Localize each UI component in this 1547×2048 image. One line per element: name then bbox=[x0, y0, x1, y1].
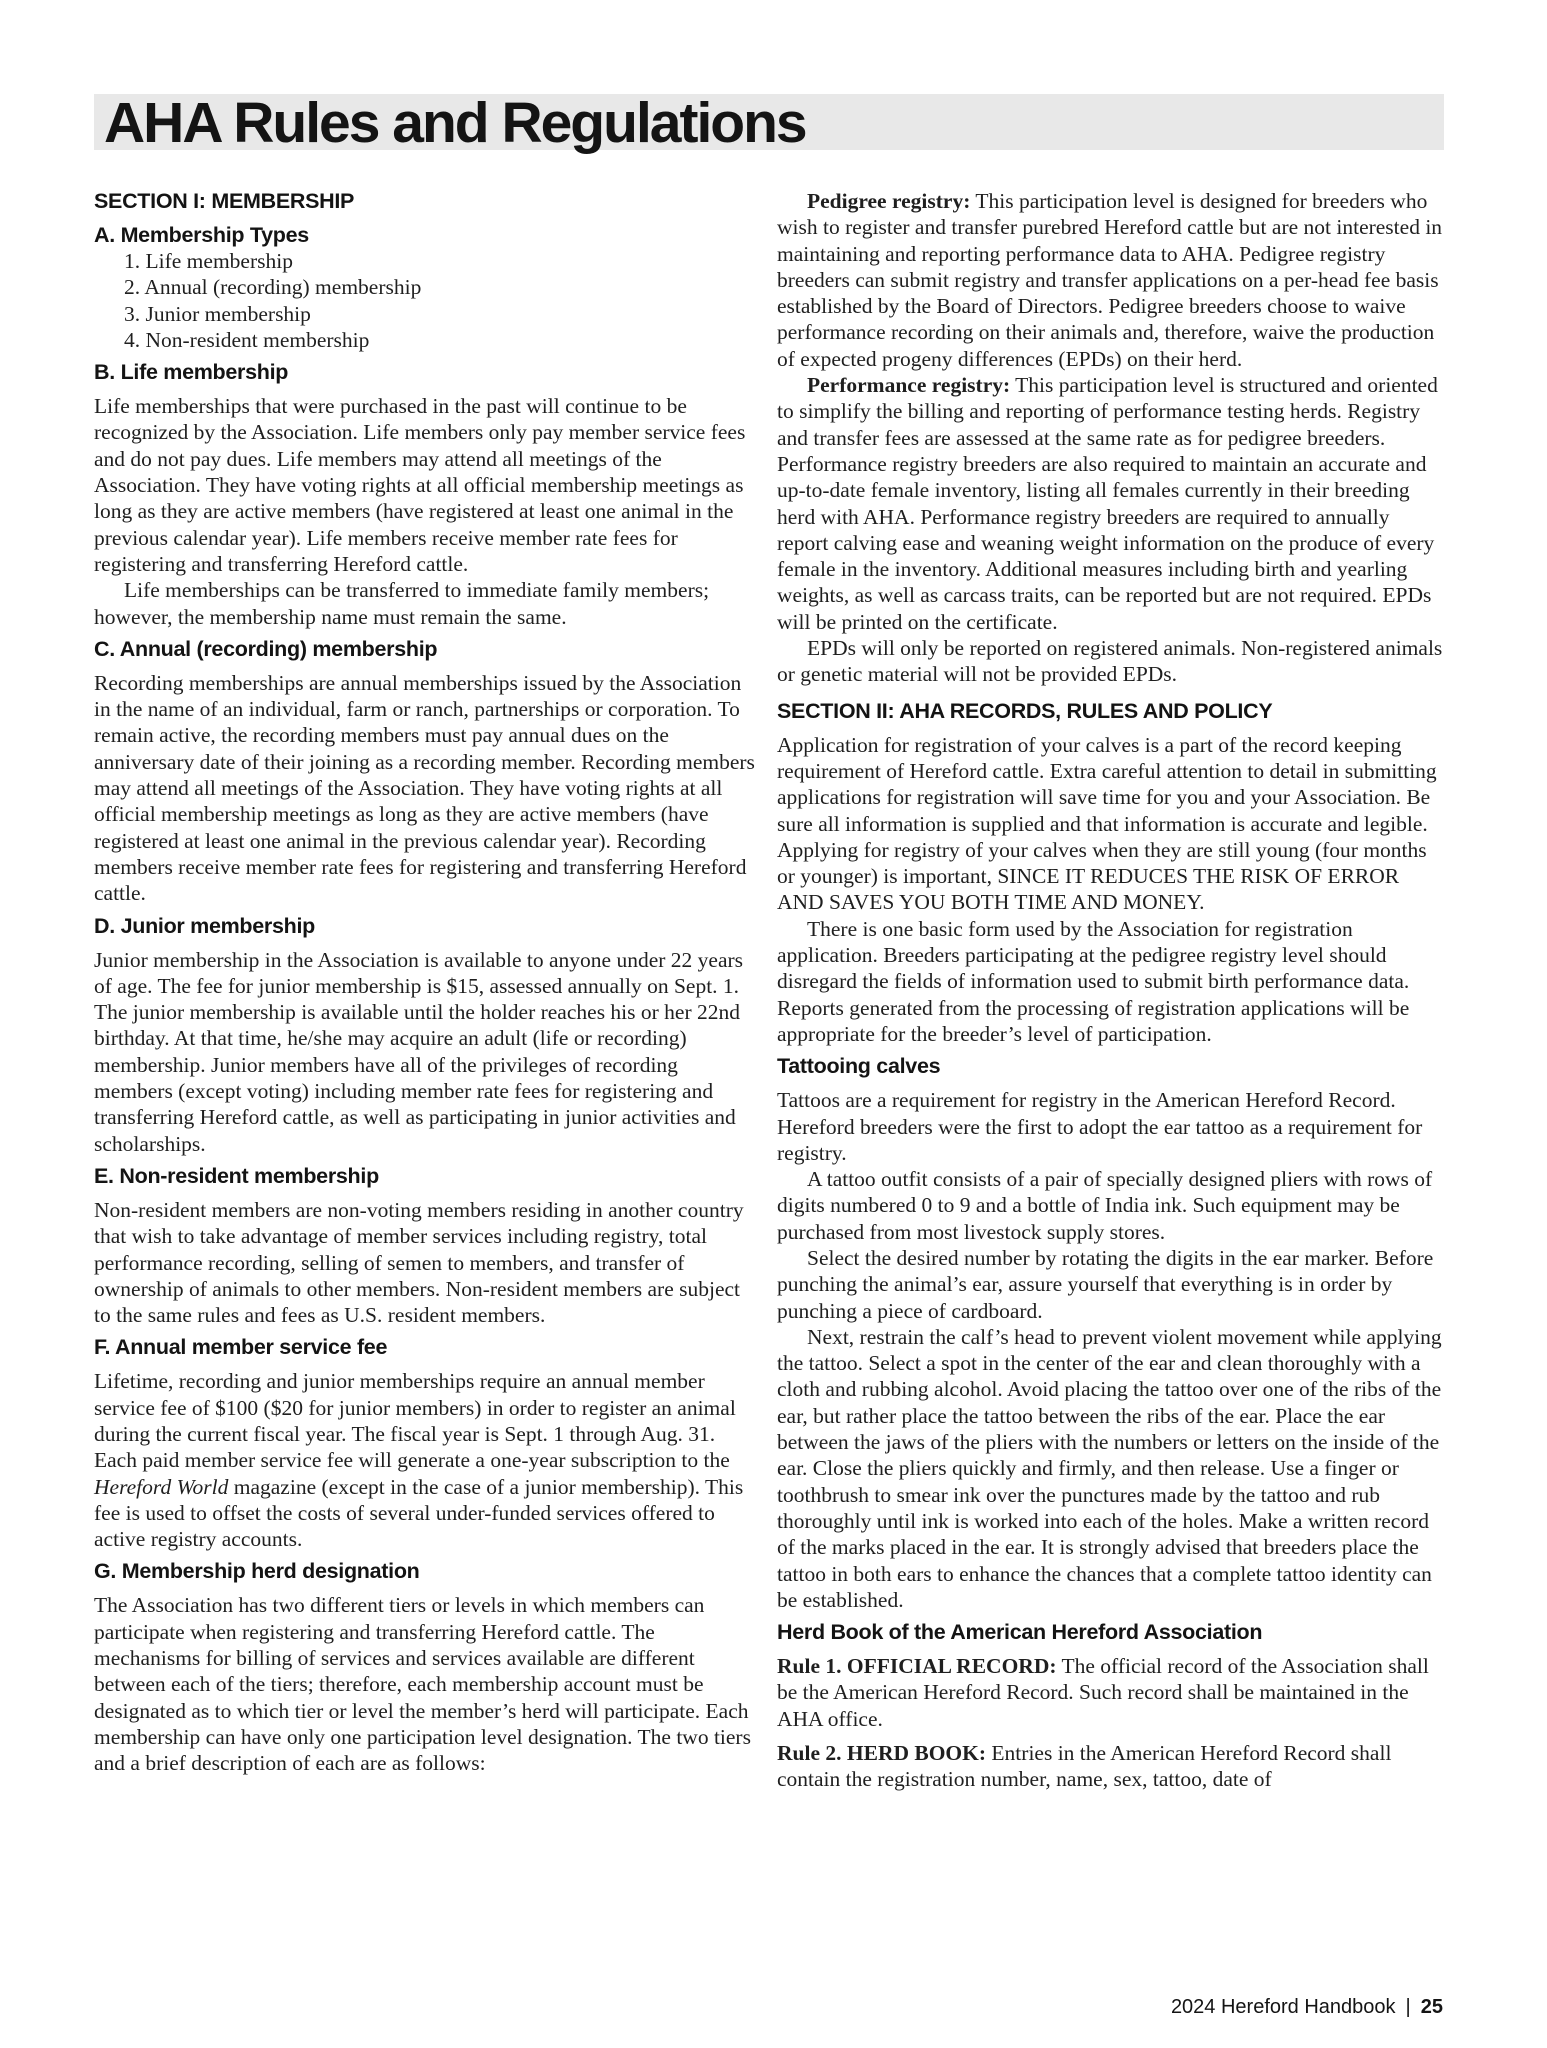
tattoo-outfit-paragraph: A tattoo outfit consists of a pair of specially designed pliers with rows of digits numbered 0 to 9 and a bottle of India ink. Such equipment may be purchased from most livestock supply stores. bbox=[777, 1167, 1433, 1244]
section-1-heading: SECTION I: MEMBERSHIP bbox=[94, 189, 355, 213]
rule-1-paragraph bbox=[777, 1653, 1444, 1732]
herd-designation-paragraph: The Association has two different tiers or levels in which members can participate when registering and transferring Hereford cattle. The mechanisms for billing of services and services available are different between each of the tiers; therefore, each membership account must be designated as to which tier or level the member’s herd will participate. Each membership can have only one participation level designation. The two tiers and a brief description of each are as follows: bbox=[94, 1593, 751, 1776]
service-fee-text-end: magazine (except in the case of a junior membership). This fee is used to offset the costs of several under-funded services offered to active registry accounts. bbox=[94, 1474, 744, 1552]
service-fee-heading: F. Annual member service fee bbox=[94, 1335, 388, 1360]
list-item: 2. Annual (recording) membership bbox=[124, 275, 422, 300]
annual-membership-paragraph: Recording memberships are annual memberships issued by the Association in the name of an individual, farm or ranch, partnerships or corporation. To remain active, the recording members must pay annual dues on the anniversary date of their joining as a recording member. Recording members may attend all meetings of the Association. They have voting rights at all official membership meetings as long as they are active members (have registered at least one animal in the previous calendar year). Recording members receive member rate fees for registering and transferring Hereford cattle. bbox=[94, 670, 755, 906]
junior-membership-paragraph: Junior membership in the Association is available to anyone under 22 years of age. The fee for junior membership is $15, assessed annually on Sept. 1. The junior membership is available until the holder reaches his or her 22nd birthday. At that time, he/she may acquire an adult (life or recording) membership. Junior members have all of the privileges of recording members (except voting) including member rate fees for registering and transferring Hereford cattle, as well as participating in junior activities and scholarships. bbox=[94, 947, 744, 1156]
annual-membership-heading: C. Annual (recording) membership bbox=[94, 636, 438, 661]
service-fee-paragraph bbox=[94, 1368, 762, 1552]
membership-types-list bbox=[94, 248, 762, 353]
list-item: 3. Junior membership bbox=[124, 301, 311, 326]
pedigree-registry-text: This participation level is designed for breeders who wish to register and transfer purebred Hereford cattle but are not interested in maintaining and reporting performance data to AHA. Pedigree registry breeders can submit registry and transfer applications on a per-head fee basis established by the Board of Directors. Pedigree breeders choose to waive performance recording on their animals and, therefore, waive the production of expected progeny differences (EPDs) on their herd. bbox=[777, 189, 1443, 371]
life-membership-heading: B. Life membership bbox=[94, 360, 289, 385]
tattoo-procedure-paragraph: Next, restrain the calf’s head to prevent violent movement while applying the tattoo. Select a spot in the center of the ear and clean thoroughly with a cloth and rubbing alcohol. Avoid placing the tattoo over one of the ribs of the ear, but rather place the tattoo between the ribs of the ear. Place the ear between the jaws of the pliers with the numbers or letters on the inside of the ear. Close the pliers quickly and firmly, and then release. Use a finger or toothbrush to smear ink over the punctures made by the tattoo and rub thoroughly until ink is worked into each of the holes. Make a written record of the marks placed in the ear. It is strongly advised that breeders place the tattoo in both ears to enhance the chances that a complete tattoo identity can be established. bbox=[777, 1324, 1442, 1612]
left-column bbox=[94, 188, 762, 1777]
life-membership-transfer-paragraph: Life memberships can be transferred to immediate family members; however, the membership name must remain the same. bbox=[94, 578, 710, 629]
pedigree-registry-lead: Pedigree registry: bbox=[807, 189, 971, 213]
tattoo-requirement-paragraph: Tattoos are a requirement for registry in the American Hereford Record. Hereford breeders were the first to adopt the ear tattoo as a requirement for registry. bbox=[777, 1088, 1423, 1165]
life-membership-paragraph: Life memberships that were purchased in the past will continue to be recognized by the Association. Life members only pay member service fees and do not pay dues. Life members may attend all meetings of the Association. They have voting rights at all official membership meetings as long as they are active members (have registered at least one animal in the previous calendar year). Life members receive member rate fees for registering and transferring Hereford cattle. bbox=[94, 394, 746, 576]
rule-2-lead: Rule 2. HERD BOOK: bbox=[777, 1741, 987, 1766]
footer-publication: 2024 Hereford Handbook bbox=[1170, 1996, 1396, 2018]
page-number: 25 bbox=[1420, 1996, 1443, 2018]
non-resident-membership-paragraph: Non-resident members are non-voting members residing in another country that wish to take advantage of member services including registry, total performance recording, selling of semen to members, and transfer of ownership of animals to other members. Non-resident members are subject to the same rules and fees as U.S. resident members. bbox=[94, 1197, 744, 1328]
section-2-heading: SECTION II: AHA RECORDS, RULES AND POLICY bbox=[777, 698, 1273, 723]
junior-membership-heading: D. Junior membership bbox=[94, 913, 315, 938]
herd-designation-heading: G. Membership herd designation bbox=[94, 1559, 420, 1584]
rule-2-text: Entries in the American Hereford Record shall contain the registration number, name, sex, tattoo, date of bbox=[777, 1741, 1392, 1792]
membership-types-heading: A. Membership Types bbox=[94, 223, 309, 247]
tattooing-calves-heading: Tattooing calves bbox=[777, 1054, 941, 1079]
right-column bbox=[777, 188, 1444, 1793]
pedigree-registry-paragraph bbox=[777, 188, 1444, 372]
magazine-title: Hereford World bbox=[94, 1474, 229, 1499]
registration-form-paragraph: There is one basic form used by the Association for registration application. Breeders participating at the pedigree registry level should disregard the fields of information used to submit birth performance data. Reports generated from the processing of registration applications will be appropriate for the breeder’s level of participation. bbox=[777, 916, 1410, 1046]
list-item: 1. Life membership bbox=[124, 249, 293, 273]
herd-book-heading: Herd Book of the American Hereford Association bbox=[777, 1620, 1263, 1645]
page-footer bbox=[1171, 1996, 1443, 2019]
performance-registry-text: This participation level is structured and oriented to simplify the billing and reporting of performance testing herds. Registry and transfer fees are assessed at the same rate as for pedigree breeders. Performance registry breeders are also required to maintain an accurate and up-to-date female inventory, listing all females currently in their breeding herd with AHA. Performance registry breeders are required to annually report calving ease and weaning weight information on the produce of every female in the inventory. Additional measures including birth and yearling weights, as well as carcass traits, can be reported but are not required. EPDs will be printed on the certificate. bbox=[777, 373, 1438, 634]
non-resident-membership-heading: E. Non-resident membership bbox=[94, 1163, 379, 1188]
footer-separator: | bbox=[1405, 1996, 1411, 2018]
registration-paragraph: Application for registration of your calves is a part of the record keeping requirement of Hereford cattle. Extra careful attention to detail in submitting applications for registration will save time for you and your Association. Be sure all information is supplied and that information is accurate and legible. Applying for registry of your calves when they are still young (four months or younger) is important, SINCE IT REDUCES THE RISK OF ERROR AND SAVES YOU BOTH TIME AND MONEY. bbox=[777, 732, 1437, 915]
performance-registry-lead: Performance registry: bbox=[807, 373, 1011, 398]
performance-registry-paragraph bbox=[777, 372, 1444, 635]
list-item: 4. Non-resident membership bbox=[124, 327, 370, 352]
rule-1-lead: Rule 1. OFFICIAL RECORD: bbox=[777, 1654, 1057, 1679]
tattoo-select-paragraph: Select the desired number by rotating the digits in the ear marker. Before punching the animal’s ear, assure yourself that everything is in order by punching a piece of cardboard. bbox=[777, 1245, 1434, 1323]
epd-paragraph: EPDs will only be reported on registered animals. Non-registered animals or genetic material will not be provided EPDs. bbox=[777, 636, 1443, 687]
rule-2-paragraph bbox=[777, 1740, 1444, 1793]
service-fee-text: Lifetime, recording and junior memberships require an annual member service fee of $100 ($20 for junior members) in order to register an animal during the current fiscal year. The fiscal year is Sept. 1 through Aug. 31. Each paid member service fee will generate a one-year subscription to the bbox=[94, 1369, 736, 1473]
page-title: AHA Rules and Regulations bbox=[104, 91, 806, 155]
rule-1-text: The official record of the Association shall be the American Hereford Record. Such record shall be maintained in the AHA office. bbox=[777, 1654, 1429, 1731]
